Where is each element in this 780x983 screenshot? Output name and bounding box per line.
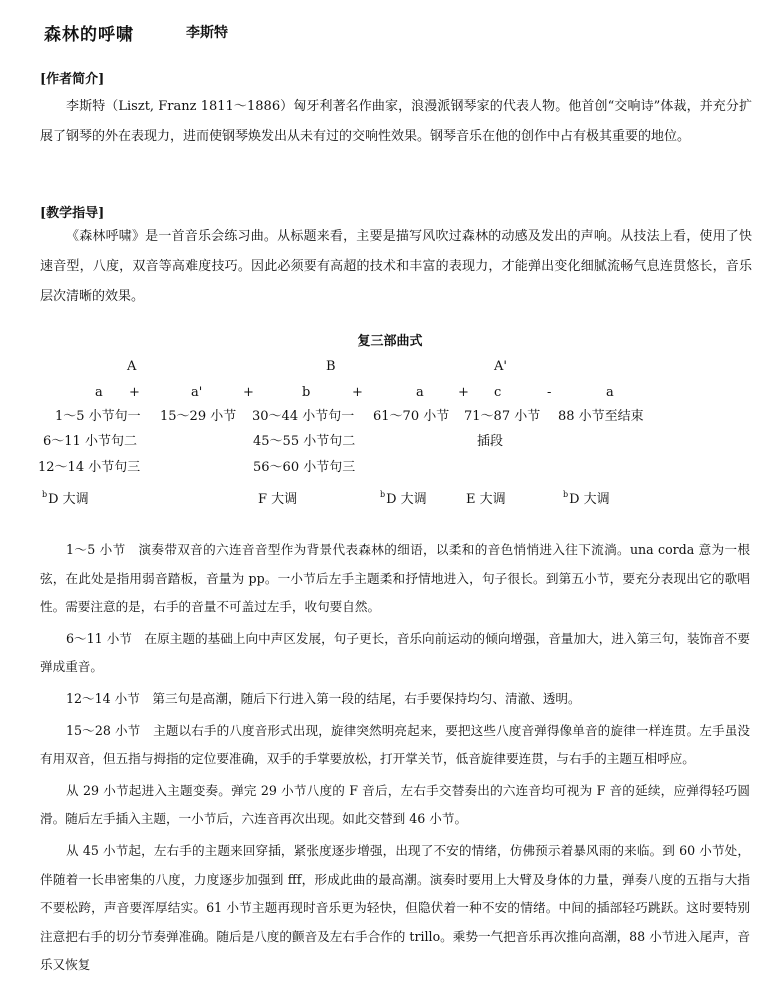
bar-range: 12～14 小节句三 — [38, 460, 141, 475]
key-name: D 大调 — [569, 492, 610, 507]
section-label-a: A — [127, 359, 137, 374]
key-name: E 大调 — [466, 492, 506, 507]
guide-text: 《森林呼啸》是一首音乐会练习曲。从标题来看，主要是描写风吹过森林的动感及发出的声响。从技法上看，使用了快速音型，八度，双音等高难度技巧。因此必须要有高超的技术和丰富的表现力，才能弹出变化细腻流畅气息连贯悠长，音乐层次清晰的效果。 — [40, 229, 752, 304]
analysis-paragraph: 1～5 小节 演奏带双音的六连音音型作为背景代表森林的细语，以柔和的音色悄悄进入往下流淌。una corda 意为一根弦，在此处是指用弱音踏板，音量为 pp。一小节后左手主题柔和抒情地进入，句子很长。到第五小节，要充分表现出它的歌唱性。需要注意的是，右手的音量不可盖过左手，收句要自然。 — [40, 542, 750, 615]
intro-text: 李斯特（Liszt, Franz 1811～1886）匈牙利著名作曲家，浪漫派钢琴家的代表人物。他首创“交响诗”体裁，并充分扩展了钢琴的外在表现力，进而使钢琴焕发出从未有过的交响性效果。钢琴音乐在他的创作中占有极其重要的地位。 — [40, 99, 752, 144]
bar-range: 56～60 小节句三 — [253, 460, 356, 475]
guide-paragraph — [40, 222, 752, 312]
analysis-paragraph: 6～11 小节 在原主题的基础上向中声区发展，句子更长，音乐向前运动的倾向增强，音量加大，进入第三句，装饰音不要弹成重音。 — [40, 630, 750, 675]
key-name: D 大调 — [386, 492, 427, 507]
intro-paragraph — [40, 92, 752, 152]
bar-range: 71～87 小节 — [464, 409, 541, 424]
bar-range: 6～11 小节句二 — [43, 434, 137, 449]
subsection-label: a' — [191, 385, 203, 400]
piece-title: 森林的呼啸 — [44, 25, 134, 45]
flat-sign: b — [42, 490, 48, 499]
flat-sign: b — [563, 490, 569, 499]
composer-name: 李斯特 — [186, 25, 228, 41]
analysis-paragraph: 从 29 小节起进入主题变奏。弹完 29 小节八度的 F 音后，左右手交替奏出的六连音均可视为 F 音的延续，应弹得轻巧圆滑。随后左手插入主题，一小节后，六连音再次出现。如此交替到 46 小节。 — [40, 782, 750, 827]
key-name: D 大调 — [48, 492, 89, 507]
intro-heading: [作者简介] — [40, 72, 105, 87]
episode-label: 插段 — [477, 434, 504, 449]
subsection-label: a — [95, 385, 103, 400]
analysis-text — [40, 536, 750, 983]
bar-range: 61～70 小节 — [373, 409, 450, 424]
flat-sign: b — [380, 490, 386, 499]
analysis-paragraph: 从 45 小节起，左右手的主题来回穿插，紧张度逐步增强，出现了不安的情绪，仿佛预示着暴风雨的来临。到 60 小节处，伴随着一长串密集的八度，力度逐步加强到 fff，形成此曲的最高潮。演奏时要用上大臂及身体的力量，弹奏八度的五指与大指不要松跨，声音要浑厚结实。61 小节主题再现时音乐更为轻快，但隐伏着一种不安的情绪。中间的插部轻巧跳跃。这时要特别注意把右手的切分节奏弹准确。随后是八度的颤音及左右手合作的 trillo。乘势一气把音乐再次推向高潮，88 小节进入尾声，音乐又恢复 — [40, 842, 750, 973]
bar-range: 15～29 小节 — [160, 409, 237, 424]
key-label — [563, 486, 610, 509]
form-title: 复三部曲式 — [357, 334, 423, 349]
key-label — [380, 486, 427, 509]
subsection-label: b — [302, 385, 311, 400]
bar-range: 30～44 小节句一 — [252, 409, 355, 424]
key-label — [465, 486, 506, 509]
guide-heading: [教学指导] — [40, 206, 105, 221]
dash-sign: - — [547, 385, 552, 400]
subsection-label: c — [494, 385, 502, 400]
plus-sign: + — [352, 385, 363, 400]
plus-sign: + — [129, 385, 140, 400]
subsection-label: a — [416, 385, 424, 400]
plus-sign: + — [243, 385, 254, 400]
subsection-label: a — [606, 385, 614, 400]
section-label-b: B — [326, 359, 336, 374]
analysis-paragraph: 12～14 小节 第三句是高潮，随后下行进入第一段的结尾，右手要保持均匀、清澈、透明。 — [66, 690, 581, 706]
section-label-a-prime: A' — [494, 359, 507, 374]
key-name: F 大调 — [258, 492, 298, 507]
analysis-paragraph: 15～28 小节 主题以右手的八度音形式出现，旋律突然明亮起来，要把这些八度音弹得像单音的旋律一样连贯。左手虽没有用双音，但五指与拇指的定位要准确，双手的手掌要放松，打开掌关节，低音旋律要连贯，与右手的主题互相呼应。 — [40, 722, 750, 767]
key-label — [257, 486, 297, 509]
bar-range: 1～5 小节句一 — [55, 409, 141, 424]
bar-range: 88 小节至结束 — [558, 409, 644, 424]
bar-range: 45～55 小节句二 — [253, 434, 356, 449]
plus-sign: + — [458, 385, 469, 400]
key-label — [42, 486, 89, 509]
